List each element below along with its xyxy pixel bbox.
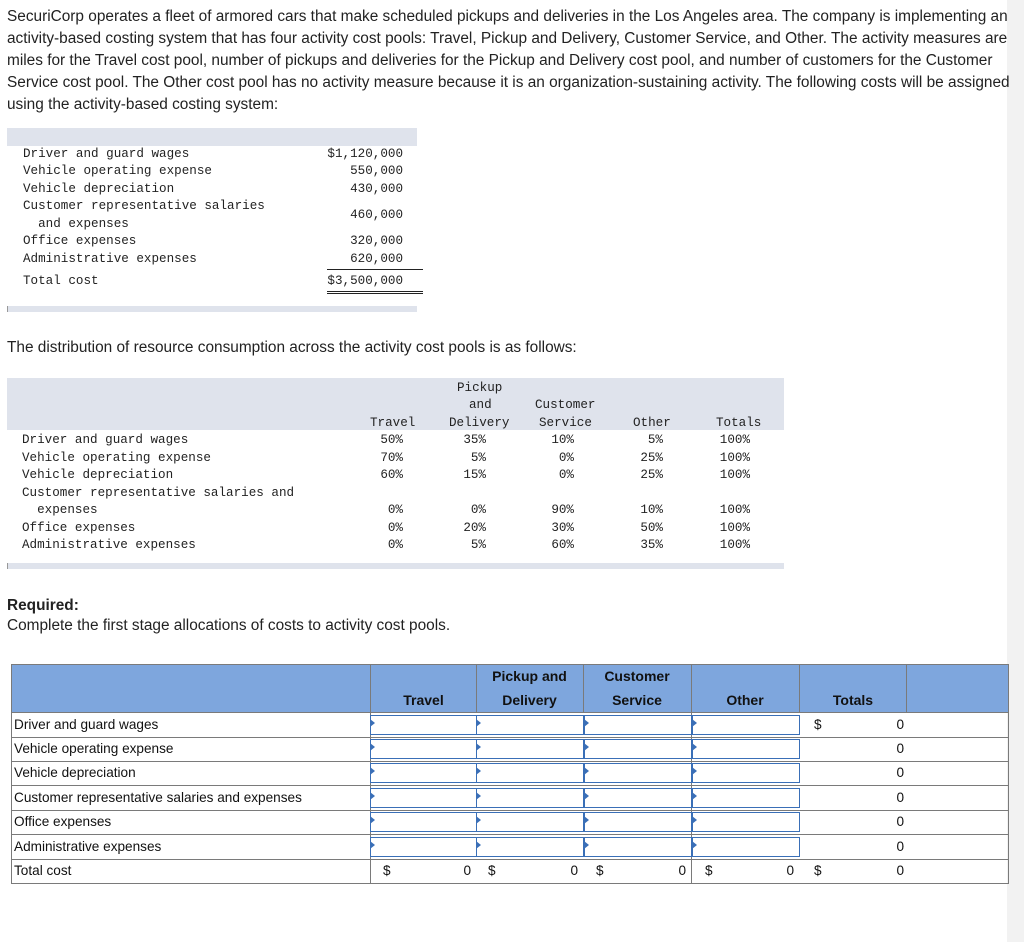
required-text: Complete the first stage allocations of costs to activity cost pools. (7, 617, 451, 634)
row-label: Office expenses (22, 521, 136, 535)
row-label: Customer representative salaries and (22, 486, 295, 500)
col-header-travel: Travel (370, 416, 416, 430)
currency-symbol: $ (705, 863, 713, 878)
cell-pickup: 5% (470, 451, 486, 465)
col-header-customer-service: Customer (535, 398, 596, 412)
currency-symbol: $ (814, 717, 822, 732)
table-row (23, 147, 413, 164)
cell-travel: 50% (380, 433, 403, 447)
row-total: 0 (896, 790, 904, 805)
total-row (23, 274, 413, 291)
cost-label: Administrative expenses (23, 252, 197, 266)
table-row (23, 182, 413, 199)
grid-line (11, 761, 1009, 762)
table-footer-bar (7, 306, 417, 312)
grid-total-label: Total cost (14, 863, 72, 878)
currency-symbol: $ (596, 863, 604, 878)
problem-intro: SecuriCorp operates a fleet of armored cars that make scheduled pickups and deliveries in the Los Angeles area. The company is implementing an activity-based costing system that has four activity cost pools: Travel, Pickup and Delivery, Customer Service, and Other. The activity measures are miles for the Travel cost pool, number of pickups and deliveries for the Pickup and Delivery cost pool, and number of customers for the Customer Service cost pool. The Other cost pool has no activity measure because it is an organization-sustaining activity. The following costs will be assigned using the activity-based costing system: (7, 8, 1010, 113)
total-customer-service: 0 (678, 863, 686, 878)
total-travel: 0 (463, 863, 471, 878)
currency-symbol: $ (488, 863, 496, 878)
grid-row-label: Driver and guard wages (14, 717, 159, 732)
cell-customer-service: 10% (551, 433, 574, 447)
cell-travel: 70% (380, 451, 403, 465)
customer-service-input[interactable] (584, 788, 692, 808)
grid-line (11, 859, 1009, 860)
distribution-footer-tick (7, 563, 8, 569)
cell-customer-service: 60% (551, 538, 574, 552)
table-row (23, 234, 413, 251)
grid-line (583, 664, 584, 712)
cost-label: Driver and guard wages (23, 147, 190, 161)
cost-amount: 320,000 (350, 234, 403, 248)
row-label: Driver and guard wages (22, 433, 189, 447)
col-header-customer-service: Service (539, 416, 592, 430)
cell-total: 100% (719, 433, 750, 447)
cost-amount: 460,000 (350, 208, 403, 222)
grid-line (11, 737, 1009, 738)
required-title: Required: (7, 597, 79, 614)
cell-pickup: 35% (463, 433, 486, 447)
total-amount: $3,500,000 (327, 274, 403, 288)
pickup-delivery-input[interactable] (476, 812, 584, 832)
cost-table (7, 128, 417, 313)
allocation-grid (11, 664, 1009, 884)
grid-header-travel: Travel (403, 692, 444, 708)
grand-total: 0 (896, 863, 904, 878)
other-input[interactable] (692, 788, 800, 808)
row-label-continued: expenses (22, 503, 98, 517)
grid-line (11, 664, 12, 884)
cell-other: 25% (640, 451, 663, 465)
other-input[interactable] (692, 763, 800, 783)
customer-service-input[interactable] (584, 763, 692, 783)
other-input[interactable] (692, 739, 800, 759)
cell-pickup: 20% (463, 521, 486, 535)
total-double-rule (327, 291, 423, 294)
pickup-delivery-input[interactable] (476, 715, 584, 735)
cost-label-continued: and expenses (23, 217, 129, 231)
row-total: 0 (896, 717, 904, 732)
travel-input[interactable] (370, 739, 477, 759)
total-label: Total cost (23, 274, 99, 288)
grid-line (476, 664, 477, 712)
grid-header-other: Other (726, 692, 764, 708)
cell-total: 100% (719, 468, 750, 482)
grid-header-totals: Totals (832, 692, 874, 708)
cost-label: Office expenses (23, 234, 137, 248)
cost-amount: 430,000 (350, 182, 403, 196)
grid-header-pickup: Pickup and (492, 668, 567, 684)
cell-total: 100% (719, 538, 750, 552)
grid-header-pickup: Delivery (502, 692, 557, 708)
row-label: Administrative expenses (22, 538, 196, 552)
customer-service-input[interactable] (584, 837, 692, 857)
cost-amount: 620,000 (350, 252, 403, 266)
cell-pickup: 5% (470, 538, 486, 552)
cell-total: 100% (719, 521, 750, 535)
total-other: 0 (786, 863, 794, 878)
cell-travel: 0% (387, 538, 403, 552)
other-input[interactable] (692, 837, 800, 857)
pickup-delivery-input[interactable] (476, 788, 584, 808)
cell-other: 35% (640, 538, 663, 552)
grid-header-customer-service: Customer (604, 668, 670, 684)
grid-row-label: Customer representative salaries and expenses (14, 790, 302, 805)
travel-input[interactable] (370, 788, 477, 808)
table-row (23, 164, 413, 181)
currency-symbol: $ (383, 863, 391, 878)
travel-input[interactable] (370, 715, 477, 735)
grid-row-label: Vehicle depreciation (14, 765, 136, 780)
grid-header-customer-service: Service (612, 692, 662, 708)
pickup-delivery-input[interactable] (476, 739, 584, 759)
col-header-totals: Totals (716, 416, 762, 430)
grid-line (1008, 664, 1009, 884)
cell-customer-service: 30% (551, 521, 574, 535)
col-header-pickup: Pickup (457, 381, 503, 395)
cost-amount: $1,120,000 (327, 147, 403, 161)
grid-line (799, 664, 800, 712)
row-label: Vehicle operating expense (22, 451, 211, 465)
cell-customer-service: 0% (558, 468, 574, 482)
cell-customer-service: 0% (558, 451, 574, 465)
cell-other: 10% (640, 503, 663, 517)
table-row (23, 199, 413, 234)
travel-input[interactable] (370, 763, 477, 783)
customer-service-input[interactable] (584, 715, 692, 735)
customer-service-input[interactable] (584, 739, 692, 759)
currency-symbol: $ (814, 863, 822, 878)
grid-line (11, 712, 1009, 713)
cost-label: Vehicle operating expense (23, 164, 212, 178)
cost-label: Vehicle depreciation (23, 182, 175, 196)
cell-total: 100% (719, 451, 750, 465)
grid-line (906, 664, 907, 712)
grid-line (11, 664, 1009, 665)
grid-line (11, 785, 1009, 786)
cell-customer-service: 90% (551, 503, 574, 517)
col-header-pickup: and (469, 398, 492, 412)
cell-other: 25% (640, 468, 663, 482)
cell-pickup: 15% (463, 468, 486, 482)
cell-travel: 60% (380, 468, 403, 482)
distribution-footer-bar (7, 563, 784, 569)
travel-input[interactable] (370, 812, 477, 832)
table-row (23, 252, 413, 269)
cell-other: 5% (647, 433, 663, 447)
pickup-delivery-input[interactable] (476, 763, 584, 783)
row-total: 0 (896, 839, 904, 854)
subtotal-rule (327, 269, 423, 270)
other-input[interactable] (692, 715, 800, 735)
distribution-intro: The distribution of resource consumption across the activity cost pools is as follows: (7, 339, 577, 356)
total-pickup-delivery: 0 (570, 863, 578, 878)
row-label: Vehicle depreciation (22, 468, 174, 482)
other-input[interactable] (692, 812, 800, 832)
col-header-other: Other (633, 416, 671, 430)
cell-travel: 0% (387, 503, 403, 517)
grid-line (11, 810, 1009, 811)
grid-row-label: Administrative expenses (14, 839, 162, 854)
cell-total: 100% (719, 503, 750, 517)
cost-amount: 550,000 (350, 164, 403, 178)
grid-line (11, 834, 1009, 835)
cost-label: Customer representative salaries (23, 199, 265, 213)
page-scroll-gutter (1007, 0, 1024, 942)
grid-row-label: Office expenses (14, 814, 112, 829)
pickup-delivery-input[interactable] (476, 837, 584, 857)
row-total: 0 (896, 741, 904, 756)
travel-input[interactable] (370, 837, 477, 857)
col-header-pickup: Delivery (449, 416, 510, 430)
row-total: 0 (896, 765, 904, 780)
row-total: 0 (896, 814, 904, 829)
cell-travel: 0% (387, 521, 403, 535)
customer-service-input[interactable] (584, 812, 692, 832)
cell-other: 50% (640, 521, 663, 535)
table-footer-tick (7, 306, 8, 312)
table-header-bar (7, 128, 417, 146)
grid-row-label: Vehicle operating expense (14, 741, 174, 756)
cell-pickup: 0% (470, 503, 486, 517)
grid-line (11, 883, 1009, 884)
